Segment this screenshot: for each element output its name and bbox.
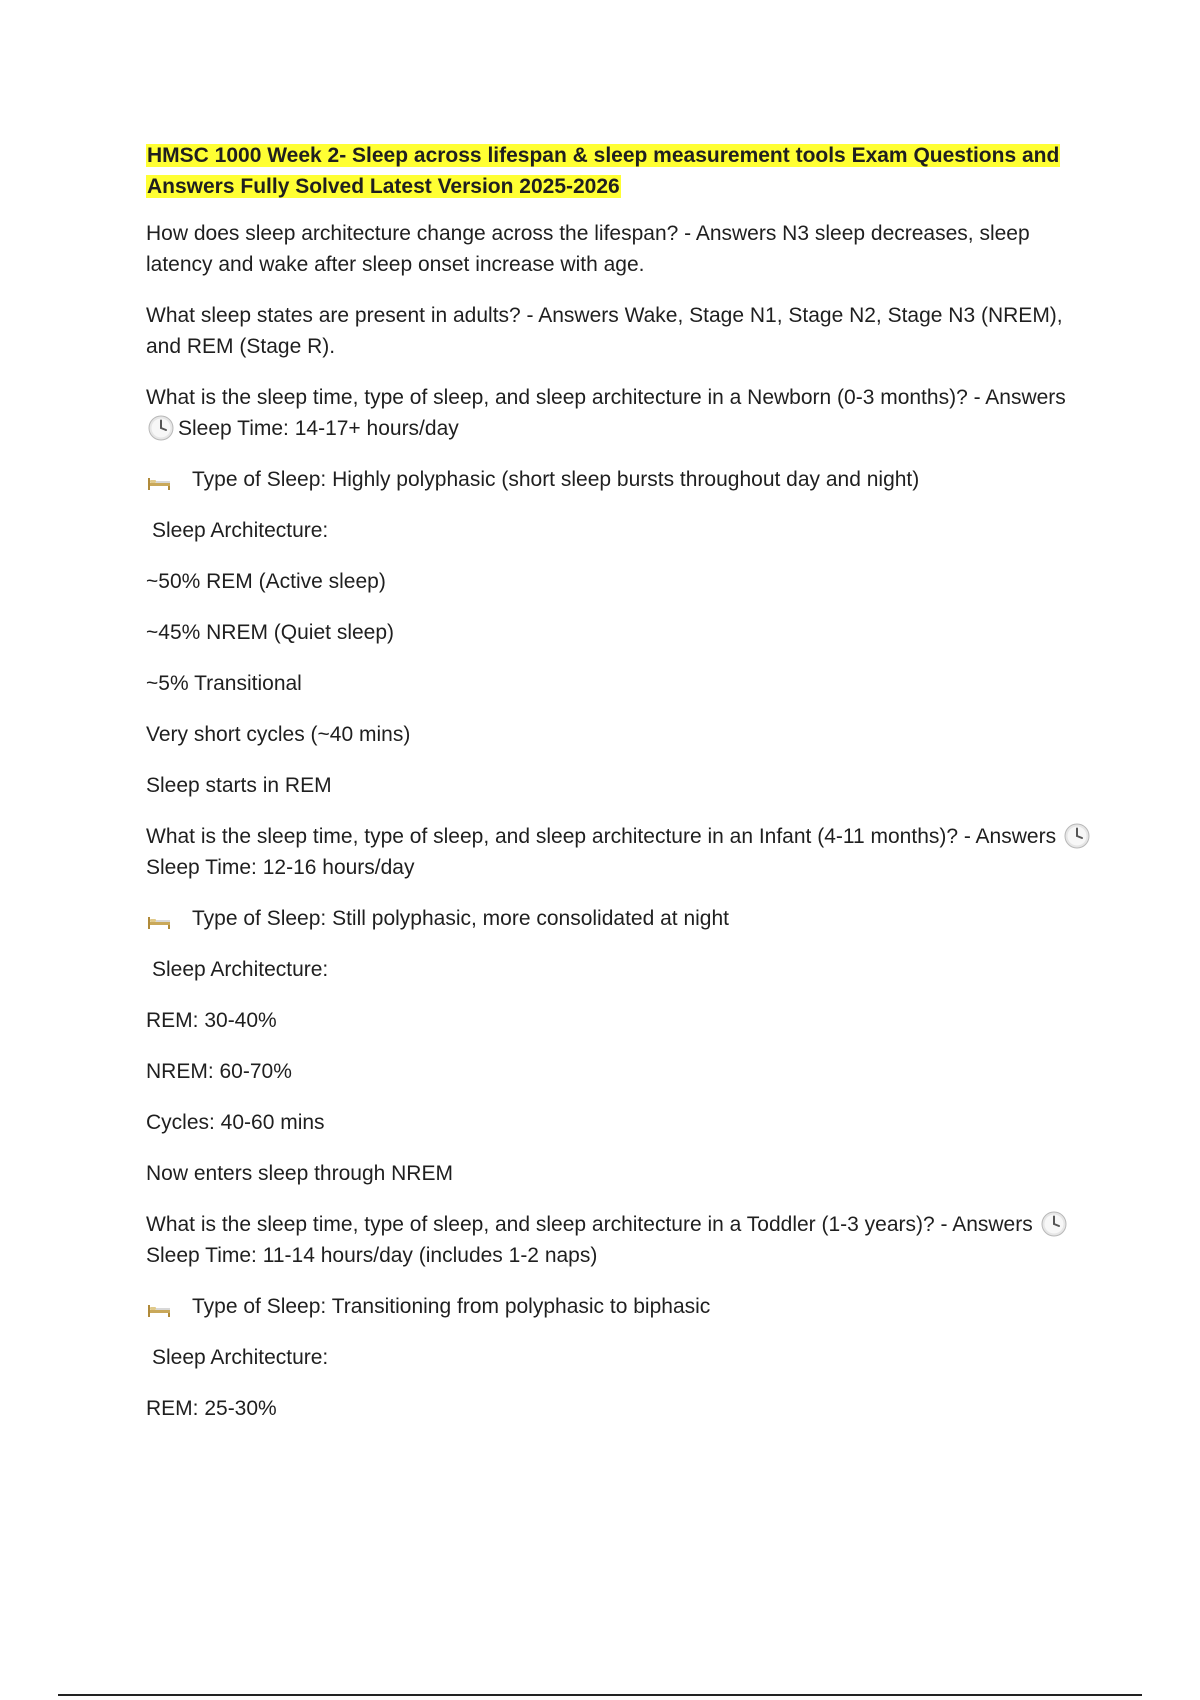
qa-newborn-question (146, 382, 1096, 444)
clock-icon (1041, 1211, 1067, 1237)
document-title (146, 140, 1096, 202)
toddler-sleep-time: Sleep Time: 11-14 hours/day (includes 1-2 naps) (146, 1244, 598, 1267)
newborn-arch-line: ~45% NREM (Quiet sleep) (146, 621, 395, 644)
toddler-type-of-sleep: Type of Sleep: Transitioning from polyphasic to biphasic (192, 1295, 711, 1318)
qa-infant-question (146, 821, 1096, 883)
newborn-question-text: What is the sleep time, type of sleep, and sleep architecture in a Newborn (0-3 months)? - Answers (146, 386, 1066, 409)
newborn-architecture-heading: Sleep Architecture: (152, 519, 329, 542)
infant-sleep-time: Sleep Time: 12-16 hours/day (146, 856, 415, 879)
qa-lifespan-architecture: How does sleep architecture change across the lifespan? - Answers N3 sleep decreases, sleep latency and wake after sleep onset increase with age. (146, 222, 1030, 276)
toddler-question-text: What is the sleep time, type of sleep, and sleep architecture in a Toddler (1-3 years)? - Answers (146, 1213, 1033, 1236)
bed-icon (146, 472, 172, 492)
newborn-arch-line: Sleep starts in REM (146, 774, 332, 797)
infant-question-text: What is the sleep time, type of sleep, and sleep architecture in an Infant (4-11 months)? - Answers (146, 825, 1057, 848)
infant-arch-line: Cycles: 40-60 mins (146, 1111, 325, 1134)
title-highlight: HMSC 1000 Week 2- Sleep across lifespan & sleep measurement tools Exam Questions and Answers Fully Solved Latest Version 2025-2026 (147, 144, 1060, 198)
infant-arch-line: NREM: 60-70% (146, 1060, 292, 1083)
newborn-type-of-sleep: Type of Sleep: Highly polyphasic (short sleep bursts throughout day and night) (192, 468, 920, 491)
clock-icon (1064, 823, 1090, 849)
newborn-arch-line: ~5% Transitional (146, 672, 302, 695)
infant-arch-line: Now enters sleep through NREM (146, 1162, 453, 1185)
bed-icon (146, 1299, 172, 1319)
toddler-arch-line: REM: 25-30% (146, 1397, 277, 1420)
newborn-type-row (146, 464, 1096, 495)
newborn-arch-line: Very short cycles (~40 mins) (146, 723, 411, 746)
infant-arch-line: REM: 30-40% (146, 1009, 277, 1032)
toddler-type-row (146, 1291, 1096, 1322)
page-bottom-rule (58, 1694, 1142, 1696)
qa-toddler-question (146, 1209, 1096, 1271)
bed-icon (146, 911, 172, 931)
infant-architecture-heading: Sleep Architecture: (152, 958, 329, 981)
infant-type-row (146, 903, 1096, 934)
clock-icon (148, 415, 174, 441)
infant-type-of-sleep: Type of Sleep: Still polyphasic, more consolidated at night (192, 907, 729, 930)
document-page (146, 140, 1096, 1444)
toddler-architecture-heading: Sleep Architecture: (152, 1346, 329, 1369)
newborn-sleep-time: Sleep Time: 14-17+ hours/day (178, 417, 459, 440)
qa-adult-sleep-states: What sleep states are present in adults? - Answers Wake, Stage N1, Stage N2, Stage N3 (NREM), and REM (Stage R). (146, 304, 1063, 358)
newborn-arch-line: ~50% REM (Active sleep) (146, 570, 386, 593)
